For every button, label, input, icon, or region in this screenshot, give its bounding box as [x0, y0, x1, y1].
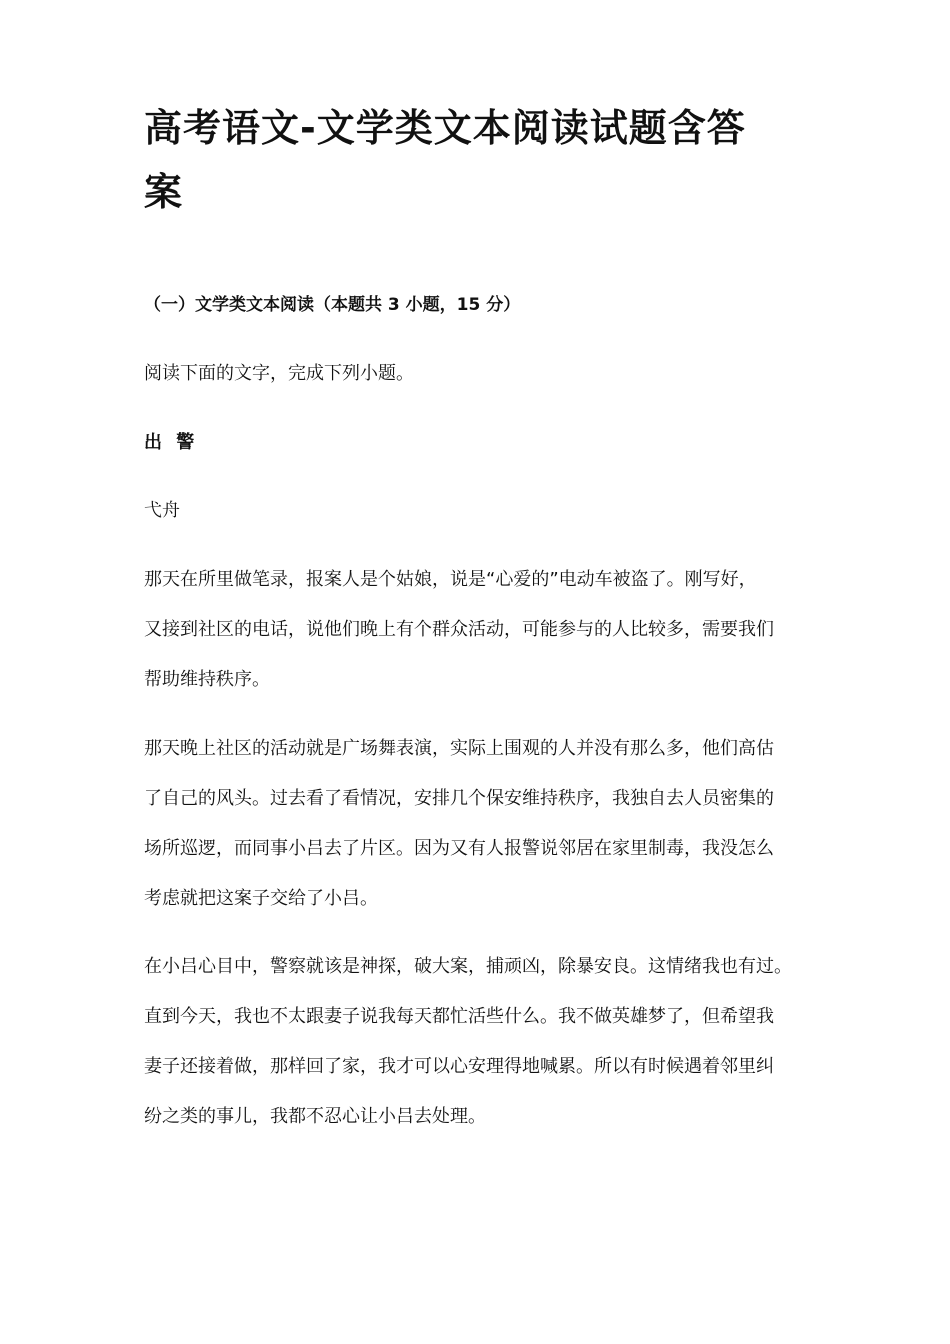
- paragraph-line: 直到今天，我也不太跟妻子说我每天都忙活些什么。我不做英雄梦了，但希望我: [144, 1006, 774, 1027]
- document-title-line-2: 案: [144, 170, 184, 214]
- paragraph-line: 场所巡逻，而同事小吕去了片区。因为又有人报警说邻居在家里制毒，我没怎么: [144, 838, 774, 859]
- reading-instruction: 阅读下面的文字，完成下列小题。: [144, 363, 414, 384]
- paragraph-line: 在小吕心目中，警察就该是神探，破大案，捕顽凶，除暴安良。这情绪我也有过。: [144, 956, 792, 977]
- story-title: 出 警: [144, 432, 199, 453]
- document-title: [144, 96, 814, 224]
- paragraph-line: 那天在所里做笔录，报案人是个姑娘，说是“心爱的”电动车被盗了。刚写好，: [144, 569, 757, 590]
- document-title-line-1: 高考语文-文学类文本阅读试题含答: [144, 106, 746, 150]
- paragraph-line: 考虑就把这案子交给了小吕。: [144, 888, 378, 909]
- paragraph-line: 那天晚上社区的活动就是广场舞表演，实际上围观的人并没有那么多，他们高估: [144, 738, 774, 759]
- section-heading: （一）文学类文本阅读（本题共 3 小题，15 分）: [144, 295, 521, 315]
- paragraph-line: 了自己的风头。过去看了看情况，安排几个保安维持秩序，我独自去人员密集的: [144, 788, 774, 809]
- paragraph-line: 又接到社区的电话，说他们晚上有个群众活动，可能参与的人比较多，需要我们: [144, 619, 774, 640]
- paragraph-line: 纷之类的事儿，我都不忍心让小吕去处理。: [144, 1106, 486, 1127]
- paragraph-line: 妻子还接着做，那样回了家，我才可以心安理得地喊累。所以有时候遇着邻里纠: [144, 1056, 774, 1077]
- story-author: 弋舟: [144, 500, 180, 521]
- paragraph-line: 帮助维持秩序。: [144, 669, 270, 690]
